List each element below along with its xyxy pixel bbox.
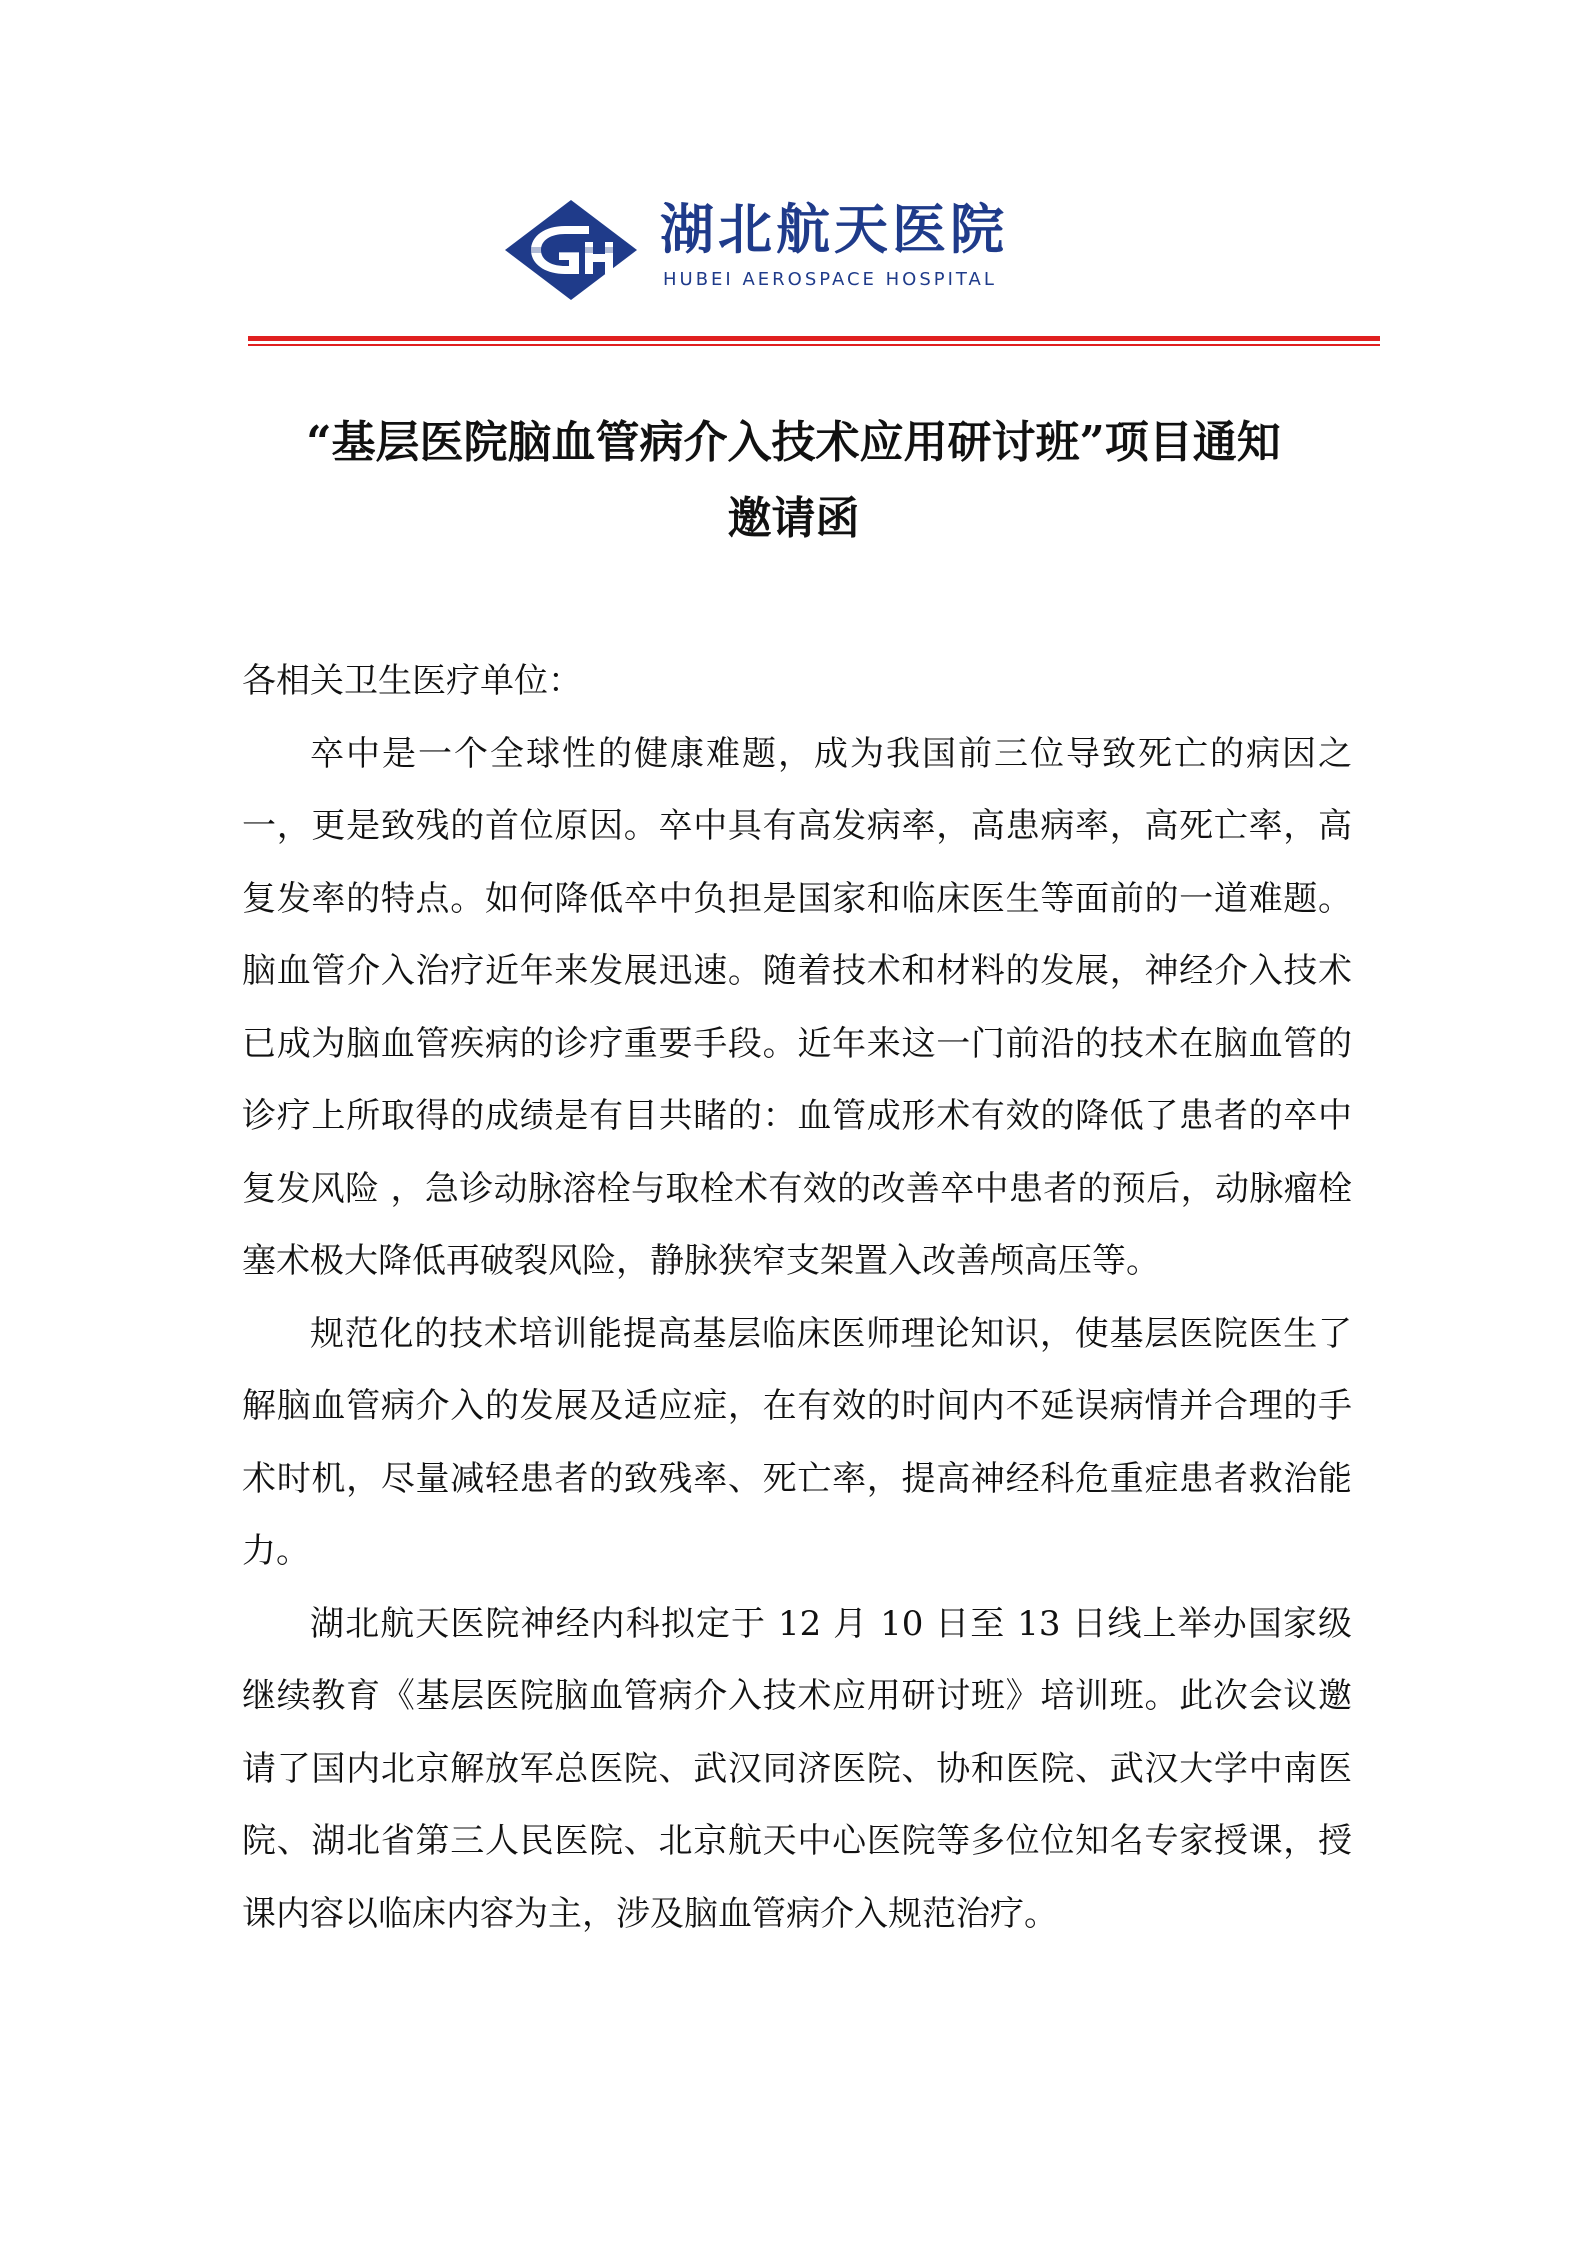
gh-monogram-logo-icon: [505, 200, 637, 300]
paragraph-3: 湖北航天医院神经内科拟定于 12 月 10 日至 13 日线上举办国家级继续教育《基层医院脑血管病介入技术应用研讨班》培训班。此次会议邀请了国内北京解放军总医院、武汉同济医院、协和医院、武汉大学中南医院、湖北省第三人民医院、北京航天中心医院等多位位知名专家授课，授课内容以临床内容为主，涉及脑血管病介入规范治疗。: [242, 1603, 1352, 1934]
title-line-1: “基层医院脑血管病介入技术应用研讨班”项目通知: [306, 417, 1281, 468]
hospital-name-cn: 湖北航天医院: [660, 198, 1008, 261]
salutation: 各相关卫生医疗单位：: [242, 661, 582, 701]
title-line-2: 邀请函: [727, 493, 860, 544]
letter-body: [242, 645, 1352, 1950]
document-title: [200, 405, 1387, 557]
paragraph-2: 规范化的技术培训能提高基层临床医师理论知识，使基层医院医生了解脑血管病介入的发展及适应症，在有效的时间内不延误病情并合理的手术时机，尽量减轻患者的致残率、死亡率，提高神经科危重症患者救治能力。: [242, 1313, 1352, 1571]
header-rule-thin: [248, 344, 1380, 346]
hospital-name-en: HUBEI AEROSPACE HOSPITAL: [663, 269, 997, 290]
paragraph-1: 卒中是一个全球性的健康难题，成为我国前三位导致死亡的病因之一，更是致残的首位原因。卒中具有高发病率，高患病率，高死亡率，高复发率的特点。如何降低卒中负担是国家和临床医生等面前的一道难题。脑血管介入治疗近年来发展迅速。随着技术和材料的发展，神经介入技术已成为脑血管疾病的诊疗重要手段。近年来这一门前沿的技术在脑血管的诊疗上所取得的成绩是有目共睹的：血管成形术有效的降低了患者的卒中复发风险 ，急诊动脉溶栓与取栓术有效的改善卒中患者的预后，动脉瘤栓塞术极大降低再破裂风险，静脉狭窄支架置入改善颅高压等。: [242, 733, 1352, 1281]
letterhead: [0, 195, 1587, 305]
header-rule-thick: [248, 336, 1380, 341]
